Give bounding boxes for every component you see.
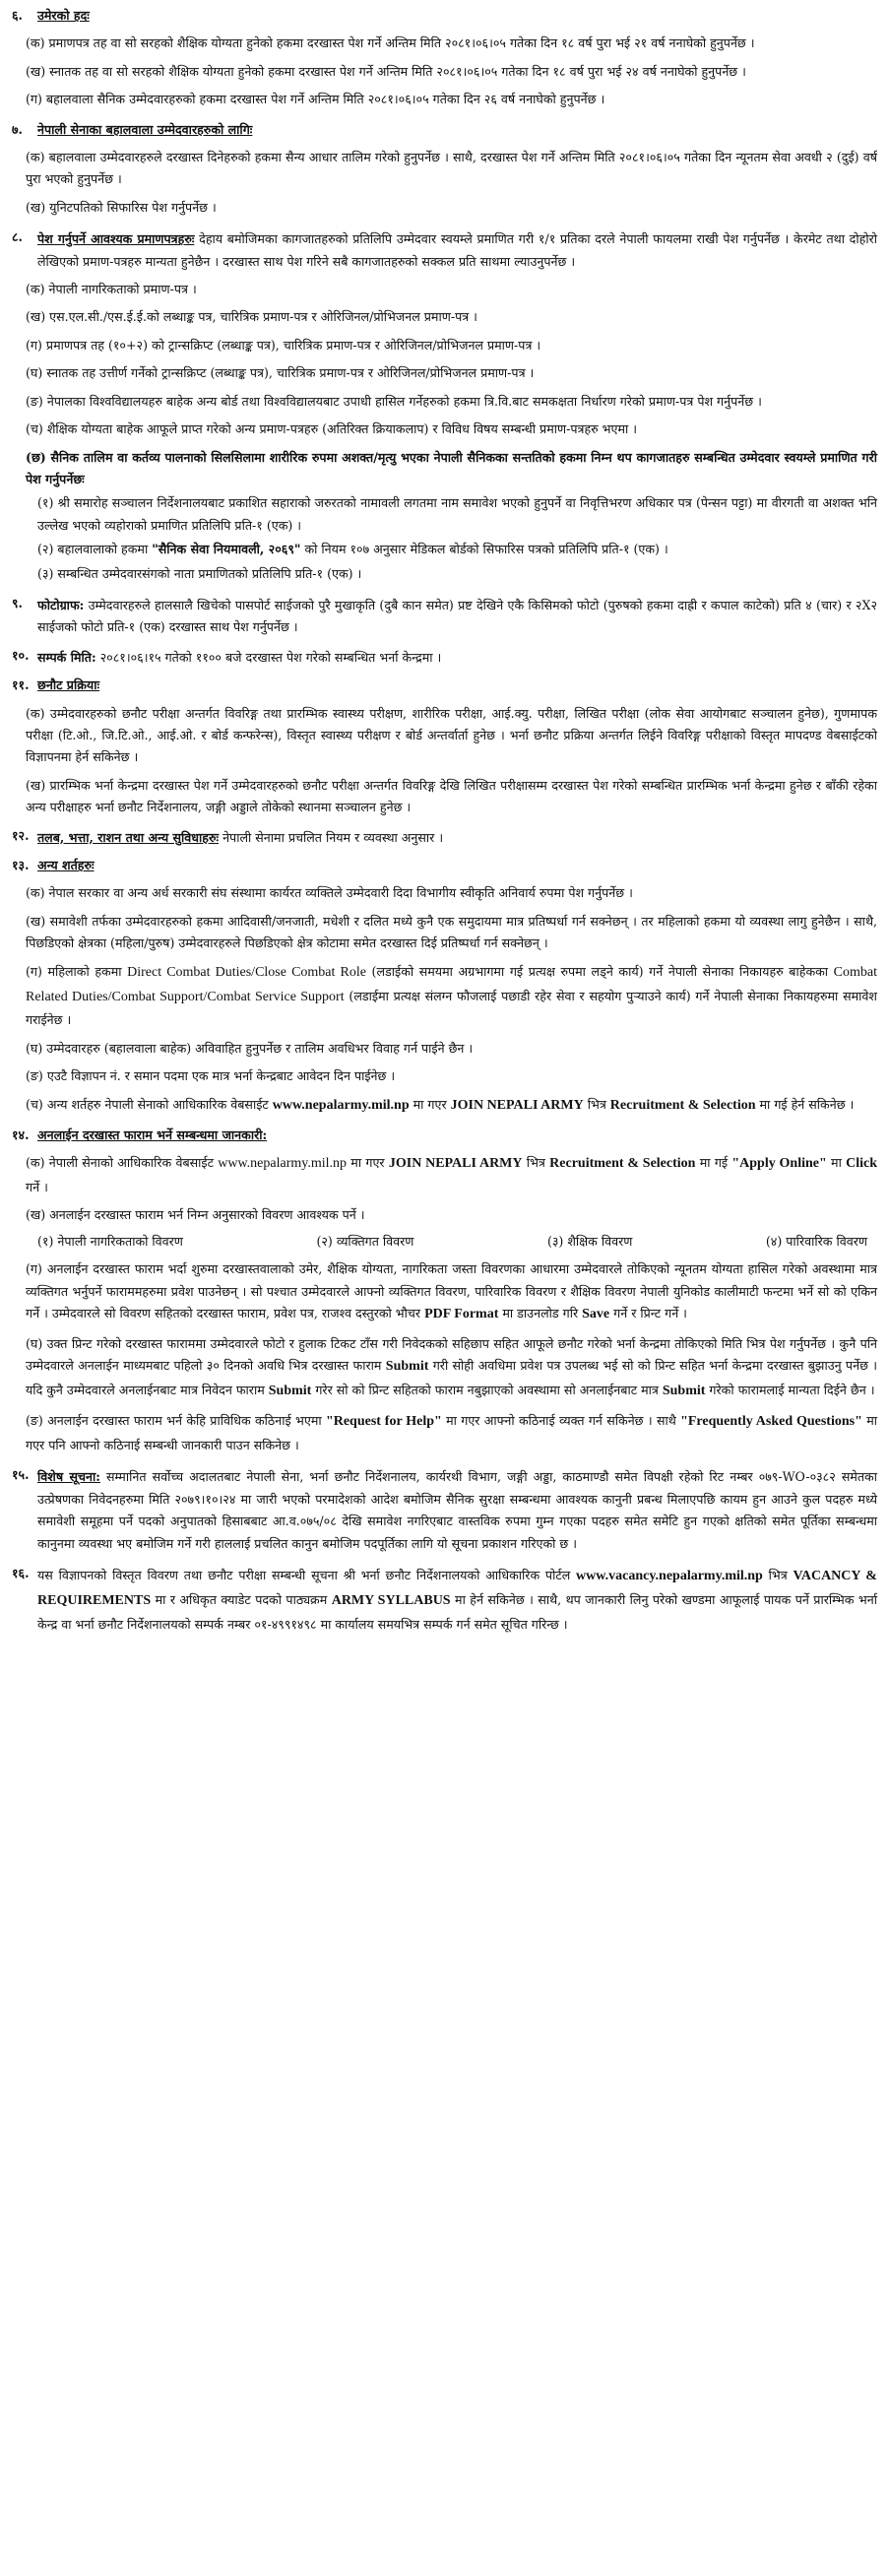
section-number: ७. bbox=[12, 121, 23, 137]
section-title: विशेष सूचना: bbox=[37, 1469, 100, 1485]
section-title: अनलाईन दरखास्त फाराम भर्ने सम्बन्धमा जानकारी: bbox=[37, 1127, 268, 1142]
section-text: २०८१।०६।१५ गतेको ११०० बजे दरखास्त पेश गरेको सम्बन्धित भर्ना केन्द्रमा । bbox=[95, 649, 442, 665]
section-number: ६. bbox=[12, 8, 23, 23]
list-item: (घ) स्नातक तह उत्तीर्ण गर्नेको ट्रान्सक्रिप्ट (लब्धाङ्क पत्र), चारित्रिक प्रमाण-पत्र र ओरिजिनल/प्रोभिजनल प्रमाण-पत्र । bbox=[26, 365, 535, 381]
section-number: १६. bbox=[12, 1565, 30, 1580]
sub-item: (३) सम्बन्धित उम्मेदवारसंगको नाता प्रमाणितको प्रतिलिपि प्रति-१ (एक) । bbox=[37, 565, 362, 581]
section-title: छनौट प्रक्रियाः bbox=[37, 677, 100, 693]
section-text: यस विज्ञापनको विस्तृत विवरण तथा छनौट परीक्षा सम्बन्धी सूचना श्री भर्ना छनौट निर्देशनालयको आधिकारिक पोर्टल www.vacancy.nepalarmy.mil.np भित्र VACANCY & REQUIREMENTS मा र अधिकृत क्याडेट पदको पाठ्यक्रम ARMY SYLLABUS मा हेर्न सकिनेछ । साथै, थप जानकारी लिनु परेको खण्डमा आफूलाई पायक पर्ने प्रारम्भिक भर्ना केन्द्र वा भर्ना छनौट निर्देशनालयको सम्पर्क नम्बर ०१-४९९१४९८ मा कार्यालय समयभित्र सम्पर्क गर्न समेत सूचित गरिन्छ । bbox=[37, 1567, 877, 1632]
list-item: (ग) प्रमाणपत्र तह (१०+२) को ट्रान्सक्रिप्ट (लब्धाङ्क पत्र), चारित्रिक प्रमाण-पत्र र ओरिजिनल/प्रोभिजनल प्रमाण-पत्र । bbox=[26, 337, 541, 353]
section-contact-date bbox=[12, 645, 877, 669]
detail-item: (४) पारिवारिक विवरण bbox=[765, 1233, 867, 1249]
sub-item: (१) श्री समारोह सञ्चालन निर्देशनालयबाट प्रकाशित सहाराको जरुरतको नामावली लगतमा नाम समावेश भएको हुनुपर्ने वा निवृत्तिभरण अधिकार पत्र (पेन्सन पट्टा) मा वीरगती वा अशक्त भनि उल्लेख भएको व्यहोराको प्रमाणित प्रतिलिपि प्रति-१ (एक) । bbox=[37, 495, 877, 533]
list-item: (ख) स्नातक तह वा सो सरहको शैक्षिक योग्यता हुनेको हकमा दरखास्त पेश गर्ने अन्तिम मिति २०८१।०६।०५ गतेका दिन १८ वर्ष पुरा भई २४ वर्ष ननाघेको हुनुपर्नेछ । bbox=[26, 63, 746, 79]
section-age-limit bbox=[12, 5, 877, 27]
section-title: सम्पर्क मिति: bbox=[37, 649, 96, 665]
list-item: (ग) महिलाको हकमा Direct Combat Duties/Close Combat Role (लडाईको समयमा अग्रभागमा गई प्रत्यक्ष रुपमा लड्ने कार्य) गर्ने नेपाली सेनाका निकायहरु बाहेकका Combat Related Duties/Combat Support/Combat Service Support (लडाईमा प्रत्यक्ष संलग्न फौजलाई पछाडी रहेर सेवा र सहयोग पुऱ्याउने कार्य) गर्ने नेपाली सेनाका निकायहरुमा समावेश गराईनेछ । bbox=[26, 963, 878, 1028]
list-item: (ख) प्रारम्भिक भर्ना केन्द्रमा दरखास्त पेश गर्ने उम्मेदवारहरुको छनौट परीक्षा अन्तर्गत विवरिङ्ग देखि लिखित परीक्षासम्म दरखास्त पेश गरेको सम्बन्धित प्रारम्भिक भर्ना केन्द्रमा हुनेछ र बाँकी रहेका अन्य परीक्षाहरु भर्ना छनौट निर्देशनालय, जङ्गी अड्डाले तोकेको स्थानमा सञ्चालन हुनेछ । bbox=[26, 777, 877, 815]
list-item: (क) नेपाली नागरिकताको प्रमाण-पत्र । bbox=[26, 282, 197, 297]
section-number: १३. bbox=[12, 858, 30, 872]
list-item: (क) नेपाली सेनाको आधिकारिक वेबसाईट www.nepalarmy.mil.np मा गएर JOIN NEPALI ARMY भित्र Recruitment & Selection मा गई "Apply Online" मा Click गर्ने । bbox=[26, 1154, 878, 1194]
section-number: १५. bbox=[12, 1467, 30, 1483]
section-title: फोटोग्राफ: bbox=[37, 597, 85, 612]
section-required-documents bbox=[12, 226, 877, 273]
list-item: (च) अन्य शर्तहरु नेपाली सेनाको आधिकारिक वेबसाईट www.nepalarmy.mil.np मा गएर JOIN NEPALI ARMY भित्र Recruitment & Selection मा गई हेर्न सकिनेछ । bbox=[26, 1096, 855, 1113]
section-text: नेपाली सेनामा प्रचलित नियम र व्यवस्था अनुसार । bbox=[219, 829, 444, 845]
section-text: देहाय बमोजिमका कागजातहरुको प्रतिलिपि उम्मेदवार स्वयम्ले प्रमाणित गरी १/१ प्रतिका दरले नेपाली फायलमा राखी पेश गर्नुपर्नेछ । केरमेट तथा दोहोरो लेखिएको प्रमाण-पत्रहरु मान्यता हुनेछैन । दरखास्त साथ पेश गरिने सबै कागजातहरुको सक्कल प्रति साथमा ल्याउनुपर्नेछ । bbox=[37, 231, 877, 269]
detail-list bbox=[37, 1231, 877, 1253]
section-photograph bbox=[12, 593, 877, 639]
list-item: (क) उम्मेदवारहरुको छनौट परीक्षा अन्तर्गत विवरिङ्ग तथा प्रारम्भिक स्वास्थ्य परीक्षण, शारीरिक परीक्षा, आई.क्यु. परीक्षा, लिखित परीक्षा (लोक सेवा आयोगबाट सञ्चालन हुनेछ), गुणमापक परीक्षा (टि.ओ., जि.टि.ओ., आई.ओ. र बोर्ड कन्फरेन्स), विस्तृत स्वास्थ्य परीक्षण र बोर्ड अन्तर्वार्ता हुनेछ । भर्ना छनौट प्रक्रिया अन्तर्गत लिईने विवरिङ्ग परीक्षाको विस्तृत मापदण्ड वेबसाईटको विज्ञापनमा हेर्न सकिनेछ । bbox=[26, 705, 877, 765]
detail-item: (२) व्यक्तिगत विवरण bbox=[316, 1233, 414, 1249]
section-number: १४. bbox=[12, 1127, 30, 1142]
detail-item: (३) शैक्षिक विवरण bbox=[546, 1233, 633, 1249]
section-title: नेपाली सेनाका बहालवाला उम्मेदवारहरुको लागिः bbox=[37, 121, 253, 137]
list-item: (ङ) अनलाईन दरखास्त फाराम भर्न केहि प्राविधिक कठिनाई भएमा "Request for Help" मा गएर आफ्नो कठिनाई व्यक्त गर्न सकिनेछ । साथै "Frequently Asked Questions" मा गएर पनि आफ्नो कठिनाई सम्बन्धी जानकारी पाउन सकिनेछ । bbox=[26, 1413, 878, 1452]
list-item: (ग) अनलाईन दरखास्त फाराम भर्दा शुरुमा दरखास्तवालाको उमेर, शैक्षिक योग्यता, नागरिकता जस्ता विवरणका आधारमा उम्मेदवारले तोकिएको न्यूनतम योग्यता हासिल गरेको अवस्थामा मात्र व्यक्तिगत भर्नुपर्ने फाराममहरुमा प्रवेश पाउनेछन् । सो पश्चात उम्मेदवारले आफ्नो व्यक्तिगत विवरण, पारिवारिक विवरण र शैक्षिक विवरण नेपाली युनिकोड कालीमाटी फन्टमा भर्ने सो को एकिन गर्ने । उम्मेदवारले सो विवरण सहितको दरखास्त फाराम, प्रवेश पत्र, राजश्व दस्तुरको भौचर PDF Format मा डाउनलोड गरि Save गर्ने र प्रिन्ट गर्ने । bbox=[26, 1261, 877, 1321]
list-item: (घ) उम्मेदवारहरु (बहालवाला बाहेक) अविवाहित हुनुपर्नेछ र तालिम अवधिभर विवाह गर्न पाईने छैन । bbox=[26, 1040, 474, 1056]
section-selection-process bbox=[12, 675, 877, 696]
list-item: (ख) समावेशी तर्फका उम्मेदवारहरुको हकमा आदिवासी/जनजाती, मधेशी र दलित मध्ये कुनै एक समुदायमा मात्र प्रतिष्पर्धा गर्न सक्नेछन् । तर महिलाको हकमा यो व्यवस्था लागु हुनेछैन । साथै, पिछडिएको क्षेत्रका (महिला/पुरुष) उम्मेदवारहरुले पिछडिएको क्षेत्र कोटामा समेत दरखास्त दिई प्रतिष्पर्धा गर्न सक्नेछन् । bbox=[26, 913, 877, 951]
section-title: उमेरको हदः bbox=[37, 8, 90, 23]
list-item: (ख) एस.एल.सी./एस.ई.ई.को लब्धाङ्क पत्र, चारित्रिक प्रमाण-पत्र र ओरिजिनल/प्रोभिजनल प्रमाण-पत्र । bbox=[26, 309, 477, 325]
list-item: (घ) उक्त प्रिन्ट गरेको दरखास्त फाराममा उम्मेदवारले फोटो र हुलाक टिकट टाँस गरी निवेदकको सहिछाप सहित आफूले छनौट गरेको भर्ना केन्द्रमा तोकिएको मिति भित्र पेश गर्नुपर्नेछ । कुनै पनि उम्मेदवारले अनलाईन माध्यमबाट पहिलो ३० दिनको अवधि भित्र दरखास्त फाराम Submit गरी सोही अवधिमा प्रवेश पत्र उपलब्ध भई सो को प्रिन्ट सहित भर्ना केन्द्रमा दरखास्त बुझाउनु पर्नेछ । यदि कुनै उम्मेदवारले अनलाईनबाट मात्र निवेदन फाराम Submit गरेर सो को प्रिन्ट सहितको फाराम नबुझाएको अवस्थामा सो अनलाईनबाट मात्र Submit गरेको फारामलाई मान्यता दिईने छैन । bbox=[26, 1335, 878, 1399]
sub-item: (२) बहालवालाको हकमा "सैनिक सेवा नियमावली, २०६९" को नियम १०७ अनुसार मेडिकल बोर्डको सिफारिस पत्रको प्रतिलिपि प्रति-१ (एक) । bbox=[37, 542, 668, 557]
detail-item: (१) नेपाली नागरिकताको विवरण bbox=[37, 1233, 183, 1249]
section-title: पेश गर्नुपर्ने आवश्यक प्रमाणपत्रहरुः bbox=[37, 231, 195, 247]
list-item: (क) नेपाल सरकार वा अन्य अर्ध सरकारी संघ संस्थामा कार्यरत व्यक्तिले उम्मेदवारी दिदा विभागीय स्वीकृति अनिवार्य रुपमा पेश गर्नुपर्नेछ । bbox=[26, 885, 633, 901]
section-other-conditions bbox=[12, 855, 877, 876]
section-salary-benefits bbox=[12, 825, 877, 849]
section-text: उम्मेदवारहरुले हालसालै खिचेको पासपोर्ट साईजको पुरै मुखाकृति (दुबै कान समेत) प्रष्ट देखिने एकै किसिमको फोटो (पुरुषको हकमा दाह्री र कपाल काटेको) प्रति ४ (चार) र २X२ साईजको फोटो प्रति-१ (एक) दरखास्त साथ पेश गर्नुपर्नेछ । bbox=[37, 597, 877, 635]
section-special-notice bbox=[12, 1464, 877, 1555]
regulation-name: "सैनिक सेवा नियमावली, २०६९" bbox=[152, 542, 301, 557]
section-title: तलब, भत्ता, राशन तथा अन्य सुविधाहरुः bbox=[37, 829, 220, 845]
website-link[interactable]: www.nepalarmy.mil.np bbox=[218, 1155, 347, 1171]
list-item: (क) प्रमाणपत्र तह वा सो सरहको शैक्षिक योग्यता हुनेको हकमा दरखास्त पेश गर्ने अन्तिम मिति २०८१।०६।०५ गतेका दिन १८ वर्ष पुरा भई २१ वर्ष ननाघेको हुनुपर्नेछ । bbox=[26, 35, 755, 51]
section-number: १०. bbox=[12, 647, 30, 663]
list-item: (च) शैक्षिक योग्यता बाहेक आफूले प्राप्त गरेको अन्य प्रमाण-पत्रहरु (अतिरिक्त क्रियाकलाप) र विविध विषय सम्बन्धी प्रमाण-पत्रहरु भएमा । bbox=[26, 421, 638, 437]
section-number: ८. bbox=[12, 229, 23, 245]
list-item: (ख) युनिटपतिको सिफारिस पेश गर्नुपर्नेछ । bbox=[26, 199, 217, 215]
website-link[interactable]: www.nepalarmy.mil.np bbox=[272, 1097, 410, 1113]
list-item: (ङ) एउटै विज्ञापन नं. र समान पदमा एक मात्र भर्ना केन्द्रबाट आवेदन दिन पाईनेछ । bbox=[26, 1068, 396, 1084]
section-number: १२. bbox=[12, 827, 30, 843]
list-item: (ग) बहालवाला सैनिक उम्मेदवारहरुको हकमा दरखास्त पेश गर्ने अन्तिम मिति २०८१।०६।०५ गतेका दिन २६ वर्ष ननाघेको हुनुपर्नेछ । bbox=[26, 92, 605, 107]
list-item-bold: (छ) सैनिक तालिम वा कर्तव्य पालनाको सिलसिलामा शारीरिक रुपमा अशक्त/मृत्यु भएका नेपाली सैनिकका सन्ततिको हकमा निम्न थप कागजातहरु सम्बन्धित उम्मेदवार स्वयम्ले प्रमाणित गरी पेश गर्नुपर्नेछः bbox=[26, 449, 877, 486]
list-item: (क) बहालवाला उम्मेदवारहरुले दरखास्त दिनेहरुको हकमा सैन्य आधार तालिम गरेको हुनुपर्नेछ । साथै, दरखास्त पेश गर्ने अन्तिम मिति २०८१।०६।०५ गतेका दिन न्यूनतम सेवा अवधी २ (दुई) वर्ष पुरा भएको हुनुपर्नेछ । bbox=[26, 150, 877, 187]
section-number: ११. bbox=[12, 677, 30, 693]
list-item: (ख) अनलाईन दरखास्त फाराम भर्न निम्न अनुसारको विवरण आवश्यक पर्ने । bbox=[26, 1207, 365, 1223]
section-number: ९. bbox=[12, 595, 23, 611]
section-text: सम्मानित सर्वोच्च अदालतबाट नेपाली सेना, भर्ना छनौट निर्देशनालय, कार्यरथी विभाग, जङ्गी अड्डा, काठमाण्डौ समेत विपक्षी रहेको रिट नम्बर ०७९-WO-०३८२ समेतका उत्प्रेषणका निवेदनहरुमा मिति २०७९।१०।२४ मा जारी भएको परमादेशको आदेश बमोजिम सैनिक सुरक्षा सम्बन्धमा आवश्यक कानुनी प्रबन्ध मिलाएपछि कायम हुन आउने कुल पदहरु मध्ये समावेशी समूहमा पर्ने पदको अनुपातको हिसाबबाट आ.व.०७५/०८ देखि समावेश नगरिएबाट वास्तविक रुपमा गुम्न गएका पदहरु समेत समेटि हुन गएको क्षतिको समेत पूर्तिका सम्बन्धमा कानुनमा व्यवस्था भए बमोजिम गर्ने गरी हाललाई प्रचलित कानुन बमोजिम पदपूर्तिका लागि यो सूचना प्रकाशन गरिएको छ । bbox=[37, 1469, 877, 1551]
list-item: (ङ) नेपालका विश्वविद्यालयहरु बाहेक अन्य बोर्ड तथा विश्वविद्यालयबाट उपाधी हासिल गर्नेहरुको हकमा त्रि.वि.बाट समकक्षता निर्धारण गरेको प्रमाण-पत्र पेश गर्नुपर्नेछ । bbox=[26, 393, 762, 409]
section-further-info bbox=[12, 1563, 877, 1636]
portal-link[interactable]: www.vacancy.nepalarmy.mil.np bbox=[576, 1568, 763, 1583]
section-online-application bbox=[12, 1125, 877, 1146]
section-serving-candidates bbox=[12, 119, 877, 141]
section-title: अन्य शर्तहरुः bbox=[37, 858, 95, 872]
